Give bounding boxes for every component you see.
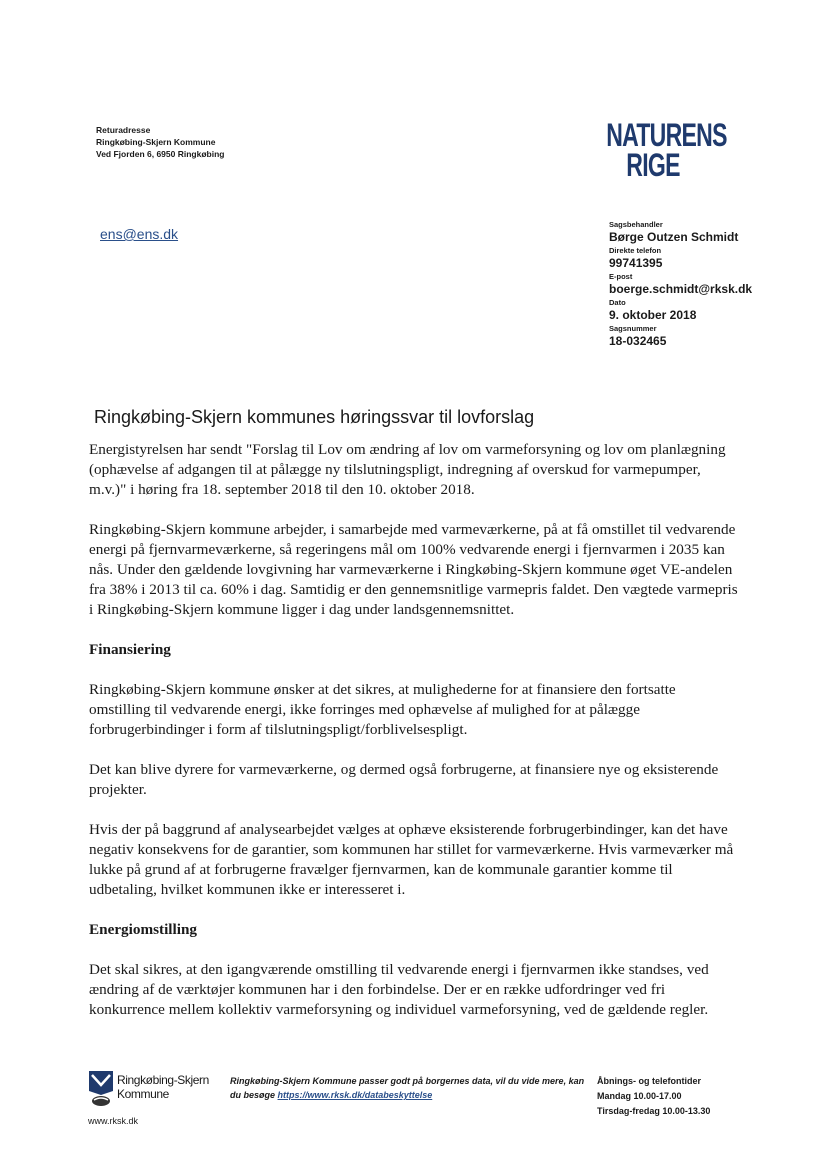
logo-line2: RIGE	[626, 147, 680, 183]
kommune-logo-icon	[88, 1069, 114, 1114]
return-address-line1: Ringkøbing-Skjern Kommune	[96, 137, 216, 147]
kommune-name	[117, 1073, 209, 1101]
letter-body	[89, 440, 739, 1040]
hours-line2: Tirsdag-fredag 10.00-13.30	[597, 1106, 711, 1116]
caseworker-label: Sagsbehandler	[609, 220, 663, 229]
caseworker: Børge Outzen Schmidt	[609, 230, 739, 244]
date: 9. oktober 2018	[609, 308, 697, 322]
section-heading: Energiomstilling	[89, 921, 198, 938]
recipient-email-link[interactable]: ens@ens.dk	[100, 226, 179, 242]
privacy-notice	[230, 1074, 590, 1102]
return-address-label: Returadresse	[96, 125, 151, 135]
naturens-rige-logo	[606, 117, 727, 183]
website-link[interactable]: www.rksk.dk	[88, 1116, 139, 1126]
page-title: Ringkøbing-Skjern kommunes høringssvar til lovforslag	[94, 407, 535, 427]
phone: 99741395	[609, 256, 663, 270]
paragraph: Det skal sikres, at den igangværende omstilling til vedvarende energi i fjernvarmen ikke standses, ved ændring af de værktøjer kommunen har i den forbindelse. Der er en række udfordringer ved fri konkurrence mellem kollektiv varmeforsyning og individuel varmeforsyning, ved de gældende regler.	[89, 961, 709, 1018]
kommune-name-line1: Ringkøbing-Skjern	[117, 1073, 209, 1087]
paragraph: Det kan blive dyrere for varmeværkerne, og dermed også forbrugerne, at finansiere nye og eksisterende projekter.	[89, 761, 719, 798]
case-number: 18-032465	[609, 334, 667, 348]
email[interactable]: boerge.schmidt@rksk.dk	[609, 282, 753, 296]
return-address-line2: Ved Fjorden 6, 6950 Ringkøbing	[96, 149, 225, 159]
kommune-name-line2: Kommune	[117, 1087, 169, 1101]
paragraph: Ringkøbing-Skjern kommune arbejder, i samarbejde med varmeværkerne, på at få omstillet til vedvarende energi på fjernvarmeværkerne, så regeringens mål om 100% vedvarende energi i fjernvarmen i 2035 kan nås. Under den gældende lovgivning har varmeværkerne i Ringkøbing-Skjern kommune øget VE-andelen fra 38% i 2013 til ca. 60% i dag. Samtidig er den gennemsnitlige varmepris faldet. Den vægtede varmepris i Ringkøbing-Skjern kommune ligger i dag under landsgennemsnittet.	[89, 521, 738, 618]
paragraph: Energistyrelsen har sendt "Forslag til Lov om ændring af lov om varmeforsyning og lov om planlægning (ophævelse af adgangen til at pålægge ny tilslutningspligt, indregning af overskud for varmepumper, m.v.)" i høring fra 18. september 2018 til den 10. oktober 2018.	[89, 441, 726, 498]
paragraph: Ringkøbing-Skjern kommune ønsker at det sikres, at mulighederne for at finansiere den fortsatte omstilling til vedvarende energi, ikke forringes med ophævelse af mulighed for at pålægge forbrugerbindinger i form af tilslutningspligt/forblivelsespligt.	[89, 681, 676, 738]
hours-line1: Mandag 10.00-17.00	[597, 1091, 682, 1101]
privacy-link[interactable]: https://www.rksk.dk/databeskyttelse	[277, 1090, 433, 1100]
opening-hours	[597, 1074, 710, 1119]
privacy-text: Ringkøbing-Skjern Kommune passer godt på borgernes data, vil du vide mere, kan du besøge	[230, 1076, 585, 1100]
return-address	[96, 124, 224, 160]
case-number-label: Sagsnummer	[609, 324, 657, 333]
section-heading: Finansiering	[89, 641, 171, 658]
logo-line1: NATURENS	[606, 117, 727, 153]
case-meta	[609, 220, 809, 350]
date-label: Dato	[609, 298, 626, 307]
paragraph: Hvis der på baggrund af analysearbejdet vælges at ophæve eksisterende forbrugerbindinger, kan det have negativ konsekvens for de garantier, som kommunen har stillet for varmeværkerne. Hvis varmeværker må lukke på grund af at forbrugerne fravælger fjernvarmen, kan de kommunale garantier komme til udbetaling, hvilket kommunen ikke er interesseret i.	[89, 821, 734, 898]
email-label: E-post	[609, 272, 633, 281]
hours-title: Åbnings- og telefontider	[597, 1076, 701, 1086]
phone-label: Direkte telefon	[609, 246, 662, 255]
